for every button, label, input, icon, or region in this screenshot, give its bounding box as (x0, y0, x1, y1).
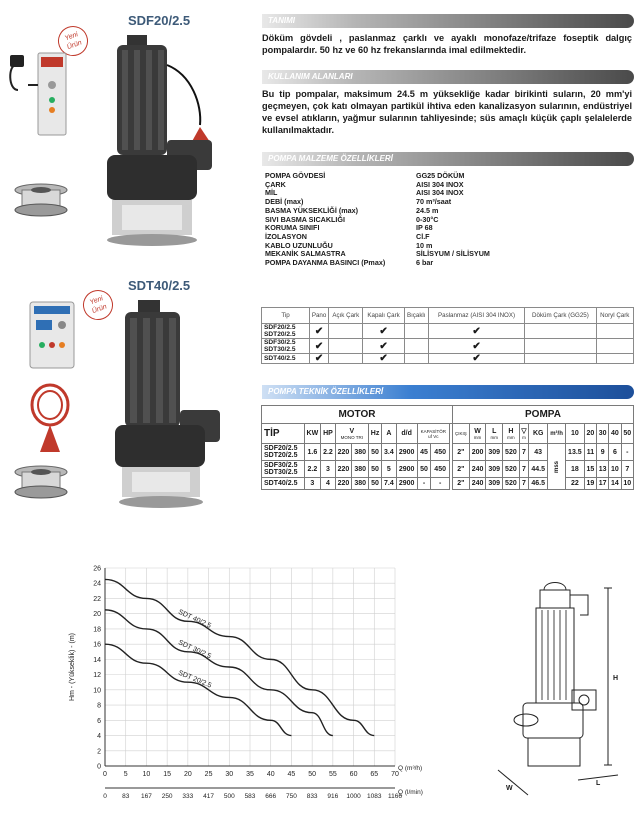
check-icon: ✔ (379, 325, 388, 337)
spec-row: ÇARK AISI 304 INOX (265, 179, 464, 189)
x-tick-label: 45 (287, 771, 296, 778)
col-h: H mm (503, 424, 520, 444)
spec-row: BASMA YÜKSEKLİĞİ (max) 24.5 m (265, 205, 439, 215)
col-paslanmaz: Paslanmaz (AISI 304 INOX) (428, 308, 524, 324)
col-cikis: ÇIKIŞ (452, 424, 469, 444)
col-kg: KG (529, 424, 548, 444)
model-title-sdf20: SDF20/2.5 (128, 13, 191, 28)
pump-image-sdt40 (90, 300, 230, 510)
spec-row: POMPA GÖVDESİ GG25 DÖKÜM (265, 171, 465, 180)
y-tick-label: 20 (93, 611, 101, 619)
col-hz: Hz (369, 424, 382, 444)
x2-tick-label: 0 (103, 793, 107, 800)
x-tick-label: 65 (370, 771, 379, 778)
table-row: SDT40/2.5 ✔ ✔ ✔ (262, 354, 634, 364)
x2-tick-label: 333 (182, 793, 194, 800)
col-10: 10 (565, 424, 584, 444)
series-label: SDT 40/2.5 (177, 608, 213, 630)
x2-tick-label: 666 (265, 793, 277, 800)
x2-tick-label: 750 (285, 793, 297, 800)
y-tick-label: 26 (93, 565, 101, 573)
y-tick-label: 22 (93, 595, 101, 603)
y-tick-label: 2 (97, 748, 101, 756)
x2-tick-label: 500 (223, 793, 235, 800)
x-tick-label: 50 (308, 771, 317, 778)
y-tick-label: 16 (93, 641, 101, 649)
section-header-tanimi: TANIMI (262, 14, 634, 28)
spec-row: KORUMA SINIFI IP 68 (265, 223, 433, 233)
table-row: SDF20/2.5 SDT20/2.5 1.6 2.2 220 380 50 3.4 2900 45 450 2" 200 309 520 7 43 mss 13.5 11 9 6 - (262, 444, 634, 461)
col-30: 30 (597, 424, 609, 444)
options-table (261, 307, 634, 364)
check-icon: ✔ (379, 340, 388, 352)
x2-tick-label: 1083 (367, 793, 382, 800)
spec-row: POMPA DAYANMA BASINCI (Pmax) 6 bar (265, 258, 434, 268)
check-icon: ✔ (472, 340, 481, 352)
col-m: ▽ m (519, 424, 529, 444)
x2-tick-label: 417 (203, 793, 215, 800)
section-header-malzeme: POMPA MALZEME ÖZELLİKLERİ (262, 152, 634, 166)
col-w: W mm (469, 424, 486, 444)
section-header-kullanim: KULLANIM ALANLARI (262, 70, 634, 84)
x-tick-label: 55 (328, 771, 337, 778)
col-v: V MONO TRI (335, 424, 368, 444)
x2-tick-label: 583 (244, 793, 256, 800)
performance-curve-chart (60, 560, 440, 810)
y-tick-label: 14 (93, 656, 101, 664)
x-tick-label: 40 (266, 771, 275, 778)
col-40: 40 (609, 424, 621, 444)
float-switch-image (28, 380, 73, 460)
col-a: A (382, 424, 396, 444)
material-spec-list (265, 172, 625, 268)
control-box-image (8, 45, 68, 140)
x-tick-label: 15 (163, 771, 172, 778)
x2-tick-label: 167 (140, 793, 152, 800)
tanimi-text: Döküm gövdeli , paslanmaz çarklı ve ayaklı monofaze/trifaze foseptik dalgıç pompalardır. 50 hz ve 60 hz frekanslarında imal edilmektedir. (262, 33, 632, 55)
x-tick-label: 5 (123, 771, 128, 778)
col-bicakli: Bıçaklı (404, 308, 428, 324)
col-acik-cark: Açık Çark (329, 308, 363, 324)
dim-label-l: L (596, 780, 601, 787)
x-tick-label: 10 (142, 771, 151, 778)
col-tip: Tip (262, 308, 310, 324)
x-tick-label: 25 (204, 771, 213, 778)
new-product-badge-2: Yeni Ürün (79, 286, 117, 324)
discharge-flange-image-2 (12, 462, 70, 502)
x-tick-label: 70 (391, 771, 399, 778)
spec-row: SIVI BASMA SICAKLIĞI 0-30°C (265, 214, 439, 224)
x2-tick-label: 833 (306, 793, 318, 800)
y-tick-label: 0 (97, 763, 101, 771)
check-icon: ✔ (379, 353, 388, 364)
y-tick-label: 10 (93, 687, 101, 695)
table-row: SDF30/2.5 SDT30/2.5 2.2 3 220 380 50 5 2900 50 450 2" 240 309 520 7 44.5 18 15 13 10 7 (262, 461, 634, 478)
spec-row: MEKANİK SALMASTRA SİLİSYUM / SİLİSYUM (265, 249, 490, 259)
x2-tick-label: 1000 (346, 793, 361, 800)
y-tick-label: 6 (97, 717, 101, 725)
y-axis-label: Hm - (Yükseklik) - (m) (69, 632, 76, 702)
y-tick-label: 24 (93, 580, 101, 588)
x2-axis-label: Q (l/min) (398, 789, 423, 796)
col-q: m³/h (548, 424, 566, 444)
x2-tick-label: 250 (161, 793, 173, 800)
table-row: SDT40/2.5 3 4 220 380 50 7.4 2900 - - 2" 240 309 520 7 46.5 22 19 17 14 10 (262, 478, 634, 490)
x-tick-label: 20 (183, 771, 192, 778)
control-panel-image (28, 300, 76, 370)
discharge-flange-image (12, 180, 70, 220)
spec-row: KABLO UZUNLUĞU 10 m (265, 240, 433, 250)
col-tip: TİP (262, 424, 305, 444)
group-motor: MOTOR (262, 406, 453, 424)
table-row: SDF30/2.5 SDT30/2.5 ✔ ✔ ✔ (262, 339, 634, 354)
table-row: SDF20/2.5 SDT20/2.5 ✔ ✔ ✔ (262, 324, 634, 339)
check-icon: ✔ (472, 353, 481, 364)
x2-tick-label: 1166 (388, 793, 402, 800)
col-dd: d/d (396, 424, 417, 444)
x-tick-label: 60 (349, 771, 358, 778)
check-icon: ✔ (314, 325, 324, 337)
new-product-badge: Yeni Ürün (54, 22, 92, 60)
check-icon: ✔ (314, 340, 324, 352)
dim-label-w: W (506, 785, 513, 792)
y-tick-label: 18 (93, 626, 101, 634)
col-hp: HP (321, 424, 335, 444)
y-tick-label: 8 (97, 702, 101, 710)
y-tick-label: 12 (93, 672, 101, 680)
group-pompa: POMPA (452, 406, 633, 424)
x-tick-label: 30 (225, 771, 234, 778)
pump-image-sdf20 (72, 35, 222, 250)
series-line (105, 579, 374, 735)
col-20: 20 (584, 424, 596, 444)
col-noryl-cark: Noryl Çark (596, 308, 633, 324)
technical-table (261, 405, 634, 490)
col-kw: KW (304, 424, 321, 444)
spec-row: MİL AISI 304 INOX (265, 188, 464, 198)
spec-row: İZOLASYON Cl.F (265, 231, 430, 241)
dim-label-h: H (613, 675, 619, 682)
dimension-drawing (488, 580, 633, 805)
series-label: SDT 30/2.5 (177, 639, 213, 661)
x2-tick-label: 83 (122, 793, 130, 800)
mss-label: mss (548, 444, 566, 490)
x-tick-label: 35 (246, 771, 254, 778)
col-pano: Pano (310, 308, 329, 324)
x2-tick-label: 916 (327, 793, 339, 800)
col-kapasitor: KAPASİTÖR uf Vc (417, 424, 449, 444)
col-dokum-cark: Döküm Çark (GG25) (525, 308, 596, 324)
model-title-sdt40: SDT40/2.5 (128, 278, 191, 293)
kullanim-text: Bu tip pompalar, maksimum 24.5 m yüksekliğe kadar birikinti suların, 20 mm'yi geçmeyen, çok katı olmayan partikül ihtiva eden kanalizasyon sularının, endüstriyel ve evsel atıkların, yağmur sularının tahliyesinde; süs amaçlı küçük çaplı şelalelerde kullanılmaktadır. (262, 89, 632, 135)
check-icon: ✔ (314, 353, 324, 364)
section-header-teknik: POMPA TEKNİK ÖZELLİKLERİ (262, 385, 634, 399)
check-icon: ✔ (472, 325, 481, 337)
col-kapali-cark: Kapalı Çark (363, 308, 404, 324)
x-tick-label: 0 (103, 771, 107, 778)
y-tick-label: 4 (97, 733, 101, 741)
series-label: SDT 20/2.5 (177, 669, 213, 690)
col-50: 50 (621, 424, 633, 444)
col-l: L mm (486, 424, 503, 444)
x-axis-label: Q (m³/h) (398, 765, 423, 772)
spec-row: DEBİ (max) 70 m³/saat (265, 197, 452, 207)
